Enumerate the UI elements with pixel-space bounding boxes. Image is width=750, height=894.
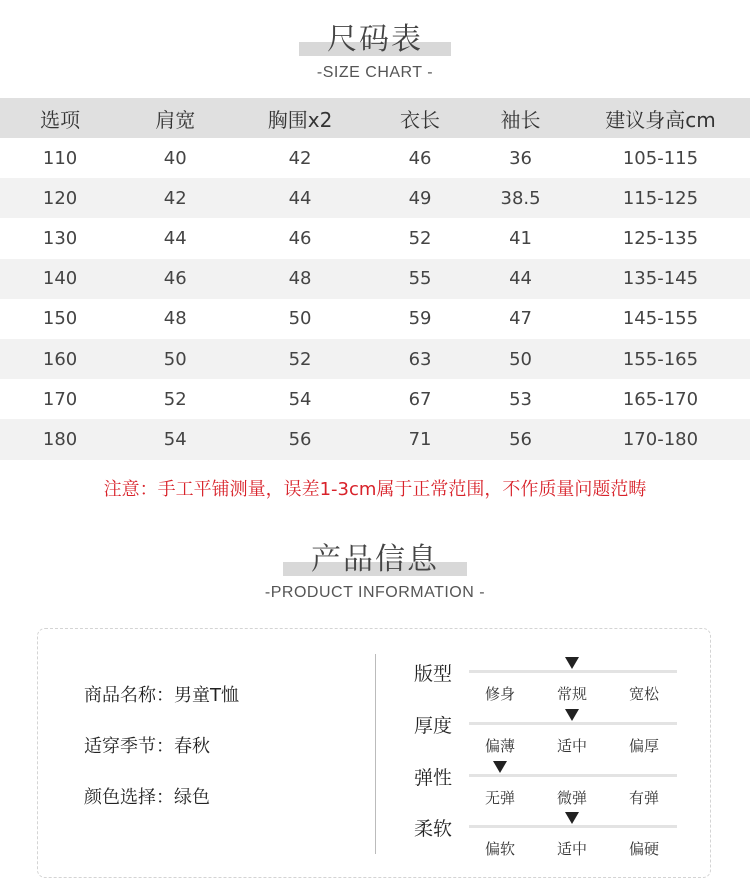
scale-option: 常规 — [556, 685, 587, 703]
table-cell: 46 — [408, 147, 432, 169]
table-cell: 115-125 — [571, 178, 750, 218]
table-cell: 42 — [120, 178, 230, 218]
scale-option: 宽松 — [628, 685, 659, 703]
table-cell: 54 — [120, 419, 230, 459]
table-cell: 160 — [0, 339, 120, 379]
header-cell: 肩宽 — [120, 98, 230, 138]
table-cell: 52 — [408, 227, 432, 249]
table-cell: 44 — [230, 178, 370, 218]
table-cell: 44 — [163, 227, 187, 249]
table-cell: 53 — [509, 388, 532, 410]
scale-option: 适中 — [556, 737, 587, 755]
product-info-subtitle: -PRODUCT INFORMATION - — [264, 584, 486, 601]
scale-track — [469, 670, 677, 673]
table-row — [0, 299, 750, 339]
table-row — [0, 339, 750, 379]
scale-option: 偏薄 — [484, 737, 515, 755]
table-cell: 67 — [408, 388, 432, 410]
scale-option: 有弹 — [628, 789, 659, 807]
header-cell: 选项 — [0, 98, 120, 138]
size-chart-heading — [0, 14, 750, 82]
table-cell: 46 — [288, 227, 312, 249]
table-row — [0, 259, 750, 299]
table-cell: 71 — [370, 419, 470, 459]
table-cell: 52 — [230, 339, 370, 379]
header-cell: 袖长 — [470, 98, 571, 138]
table-cell: 36 — [509, 147, 532, 169]
table-cell: 63 — [370, 339, 470, 379]
table-cell: 52 — [163, 388, 187, 410]
scale-option: 偏厚 — [628, 737, 659, 755]
table-cell: 150 — [42, 308, 78, 330]
size-table-header-row — [0, 98, 750, 138]
size-table — [0, 98, 750, 460]
scale-track — [469, 774, 677, 777]
scale-option: 适中 — [556, 840, 587, 858]
table-cell: 135-145 — [571, 259, 750, 299]
scale-marker-icon — [565, 657, 579, 669]
table-cell: 56 — [230, 419, 370, 459]
scale-marker-icon — [565, 709, 579, 721]
table-cell: 50 — [120, 339, 230, 379]
table-cell: 140 — [0, 259, 120, 299]
table-cell: 130 — [42, 227, 78, 249]
scale-option: 微弹 — [556, 789, 587, 807]
table-cell: 50 — [288, 308, 312, 330]
table-row — [0, 138, 750, 178]
info-divider — [375, 654, 376, 854]
product-info-list — [84, 681, 239, 834]
attribute-scale — [414, 709, 704, 759]
table-cell: 41 — [509, 227, 532, 249]
table-row — [0, 419, 750, 459]
scale-option: 无弹 — [484, 789, 515, 807]
scale-track — [469, 722, 677, 725]
table-cell: 155-165 — [571, 339, 750, 379]
header-cell: 衣长 — [370, 98, 470, 138]
table-cell: 38.5 — [470, 178, 571, 218]
scale-option: 偏硬 — [628, 840, 659, 858]
table-row — [0, 218, 750, 258]
table-cell: 46 — [120, 259, 230, 299]
table-cell: 125-135 — [622, 227, 699, 249]
table-cell: 56 — [470, 419, 571, 459]
scale-marker-icon — [565, 812, 579, 824]
attribute-scale — [414, 761, 704, 811]
table-cell: 44 — [470, 259, 571, 299]
table-cell: 105-115 — [622, 147, 699, 169]
table-row — [0, 379, 750, 419]
attribute-scale — [414, 812, 704, 862]
product-season: 适穿季节：春秋 — [84, 736, 210, 757]
attribute-scale — [414, 657, 704, 707]
product-info-heading — [0, 534, 750, 602]
table-cell: 110 — [42, 147, 78, 169]
product-info-box — [37, 628, 711, 878]
table-cell: 170 — [42, 388, 78, 410]
table-cell: 170-180 — [571, 419, 750, 459]
product-color: 颜色选择：绿色 — [84, 787, 210, 808]
table-cell: 180 — [0, 419, 120, 459]
table-cell: 120 — [0, 178, 120, 218]
header-cell: 胸围x2 — [230, 98, 370, 138]
table-cell: 50 — [470, 339, 571, 379]
size-chart-title: 尺码表 — [327, 22, 423, 57]
scale-marker-icon — [493, 761, 507, 773]
table-cell: 49 — [370, 178, 470, 218]
measurement-note: 注意：手工平铺测量，误差1-3cm属于正常范围，不作质量问题范畴 — [103, 479, 647, 500]
scale-track — [469, 825, 677, 828]
attribute-name: 弹性 — [414, 767, 453, 789]
scale-option: 偏软 — [484, 840, 515, 858]
table-cell: 40 — [163, 147, 187, 169]
attribute-name: 厚度 — [414, 715, 453, 737]
size-chart-subtitle: -SIZE CHART - — [316, 64, 434, 81]
table-cell: 47 — [509, 308, 532, 330]
table-cell: 48 — [230, 259, 370, 299]
table-cell: 48 — [163, 308, 187, 330]
table-cell: 145-155 — [622, 308, 699, 330]
header-cell: 建议身高cm — [571, 98, 750, 138]
table-cell: 54 — [288, 388, 312, 410]
product-info-title: 产品信息 — [311, 542, 439, 577]
scale-option: 修身 — [484, 685, 515, 703]
table-cell: 165-170 — [622, 388, 699, 410]
table-cell: 42 — [288, 147, 312, 169]
table-cell: 59 — [408, 308, 432, 330]
attribute-name: 版型 — [414, 663, 453, 685]
attribute-name: 柔软 — [414, 818, 453, 840]
table-row — [0, 178, 750, 218]
product-name: 商品名称：男童T恤 — [84, 685, 239, 706]
table-cell: 55 — [370, 259, 470, 299]
